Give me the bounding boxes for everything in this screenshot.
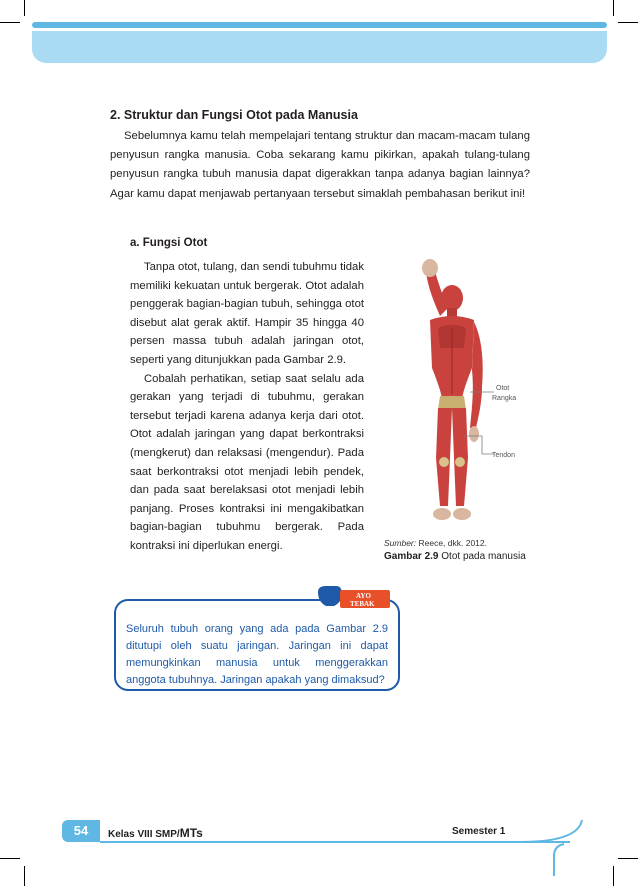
book-label (108, 826, 203, 840)
magnifier-icon (318, 586, 342, 606)
header-bar (32, 22, 607, 28)
crop-mark (618, 858, 638, 859)
crop-mark (613, 0, 614, 16)
crop-mark (613, 866, 614, 886)
footer-curve (520, 820, 584, 876)
figure-caption (384, 551, 526, 562)
crop-mark (0, 22, 20, 23)
label-tendon: Tendon (492, 452, 515, 459)
footer-line (100, 841, 570, 843)
figure-source (384, 538, 487, 548)
caption-number: Gambar 2.9 (384, 551, 439, 562)
paragraph-2: Cobalah perhatikan, setiap saat selalu ada gerakan yang terjadi di tubuhmu, gerakan tersebut terjadi karena adanya kerja dari otot. Otot adalah jaringan yang dapat berkontraksi (mengkerut) dan relaksasi (mengendur). Pada saat berkontraksi otot menjadi lebih pendek, dan pada saat berelaksasi otot menjadi lebih panjang. Proses kontraksi ini mengakibatkan bagian-bagian tubuhmu bergerak. Pada kontraksi ini diperlukan energi. (130, 372, 364, 552)
header-band (32, 31, 607, 63)
semester-label: Semester 1 (452, 826, 506, 837)
crop-mark (24, 866, 25, 886)
crop-mark (24, 0, 25, 16)
human-muscle-illustration (422, 259, 483, 520)
caption-text: Otot pada manusia (438, 551, 526, 562)
source-prefix: Sumber: (384, 538, 417, 548)
body-text (130, 258, 364, 556)
page-number: 54 (73, 823, 89, 838)
label-otot-rangka-2: Rangka (492, 395, 517, 402)
label-otot-rangka-1: Otot (496, 385, 510, 392)
quiz-text: Seluruh tubuh orang yang ada pada Gambar 2.9 ditutupi oleh suatu jaringan. Jaringan ini dapat memungkinkan manusia untuk menggerakkan anggota tubuhnya. Jaringan apakah yang dimaksud? (126, 623, 388, 686)
muscle-figure (378, 258, 538, 536)
leader-tendon (464, 436, 494, 454)
intro-paragraph: Sebelumnya kamu telah mempelajari tentang struktur dan macam-macam tulang penyusun rangka manusia. Coba sekarang kamu pikirkan, apakah tulang-tulang penyusun rangka tubuh manusia dapat digerakkan tanpa adanya bagian lainnya? Agar kamu dapat menjawab pertanyaan tersebut simaklah pembahasan berikut ini! (110, 130, 530, 200)
crop-mark (0, 858, 20, 859)
book-suffix: MTs (179, 826, 203, 840)
subsection-title: a. Fungsi Otot (130, 237, 208, 249)
section-title: 2. Struktur dan Fungsi Otot pada Manusia (110, 108, 358, 122)
book-prefix: Kelas VIII SMP/ (108, 829, 180, 840)
badge-line-2: TEBAK (350, 600, 375, 608)
paragraph-1: Tanpa otot, tulang, dan sendi tubuhmu tidak memiliki kekuatan untuk bergerak. Otot adalah penggerak bagian-bagian tubuh, sehingga otot disebut alat gerak aktif. Hampir 35 hingga 40 persen massa tubuh adalah jaringan otot, seperti yang ditunjukkan pada Gambar 2.9. (130, 261, 364, 366)
badge-line-1: AYO (356, 592, 371, 600)
crop-mark (618, 22, 638, 23)
source-text: Reece, dkk. 2012. (416, 538, 488, 548)
ayo-tebak-badge (316, 584, 392, 612)
